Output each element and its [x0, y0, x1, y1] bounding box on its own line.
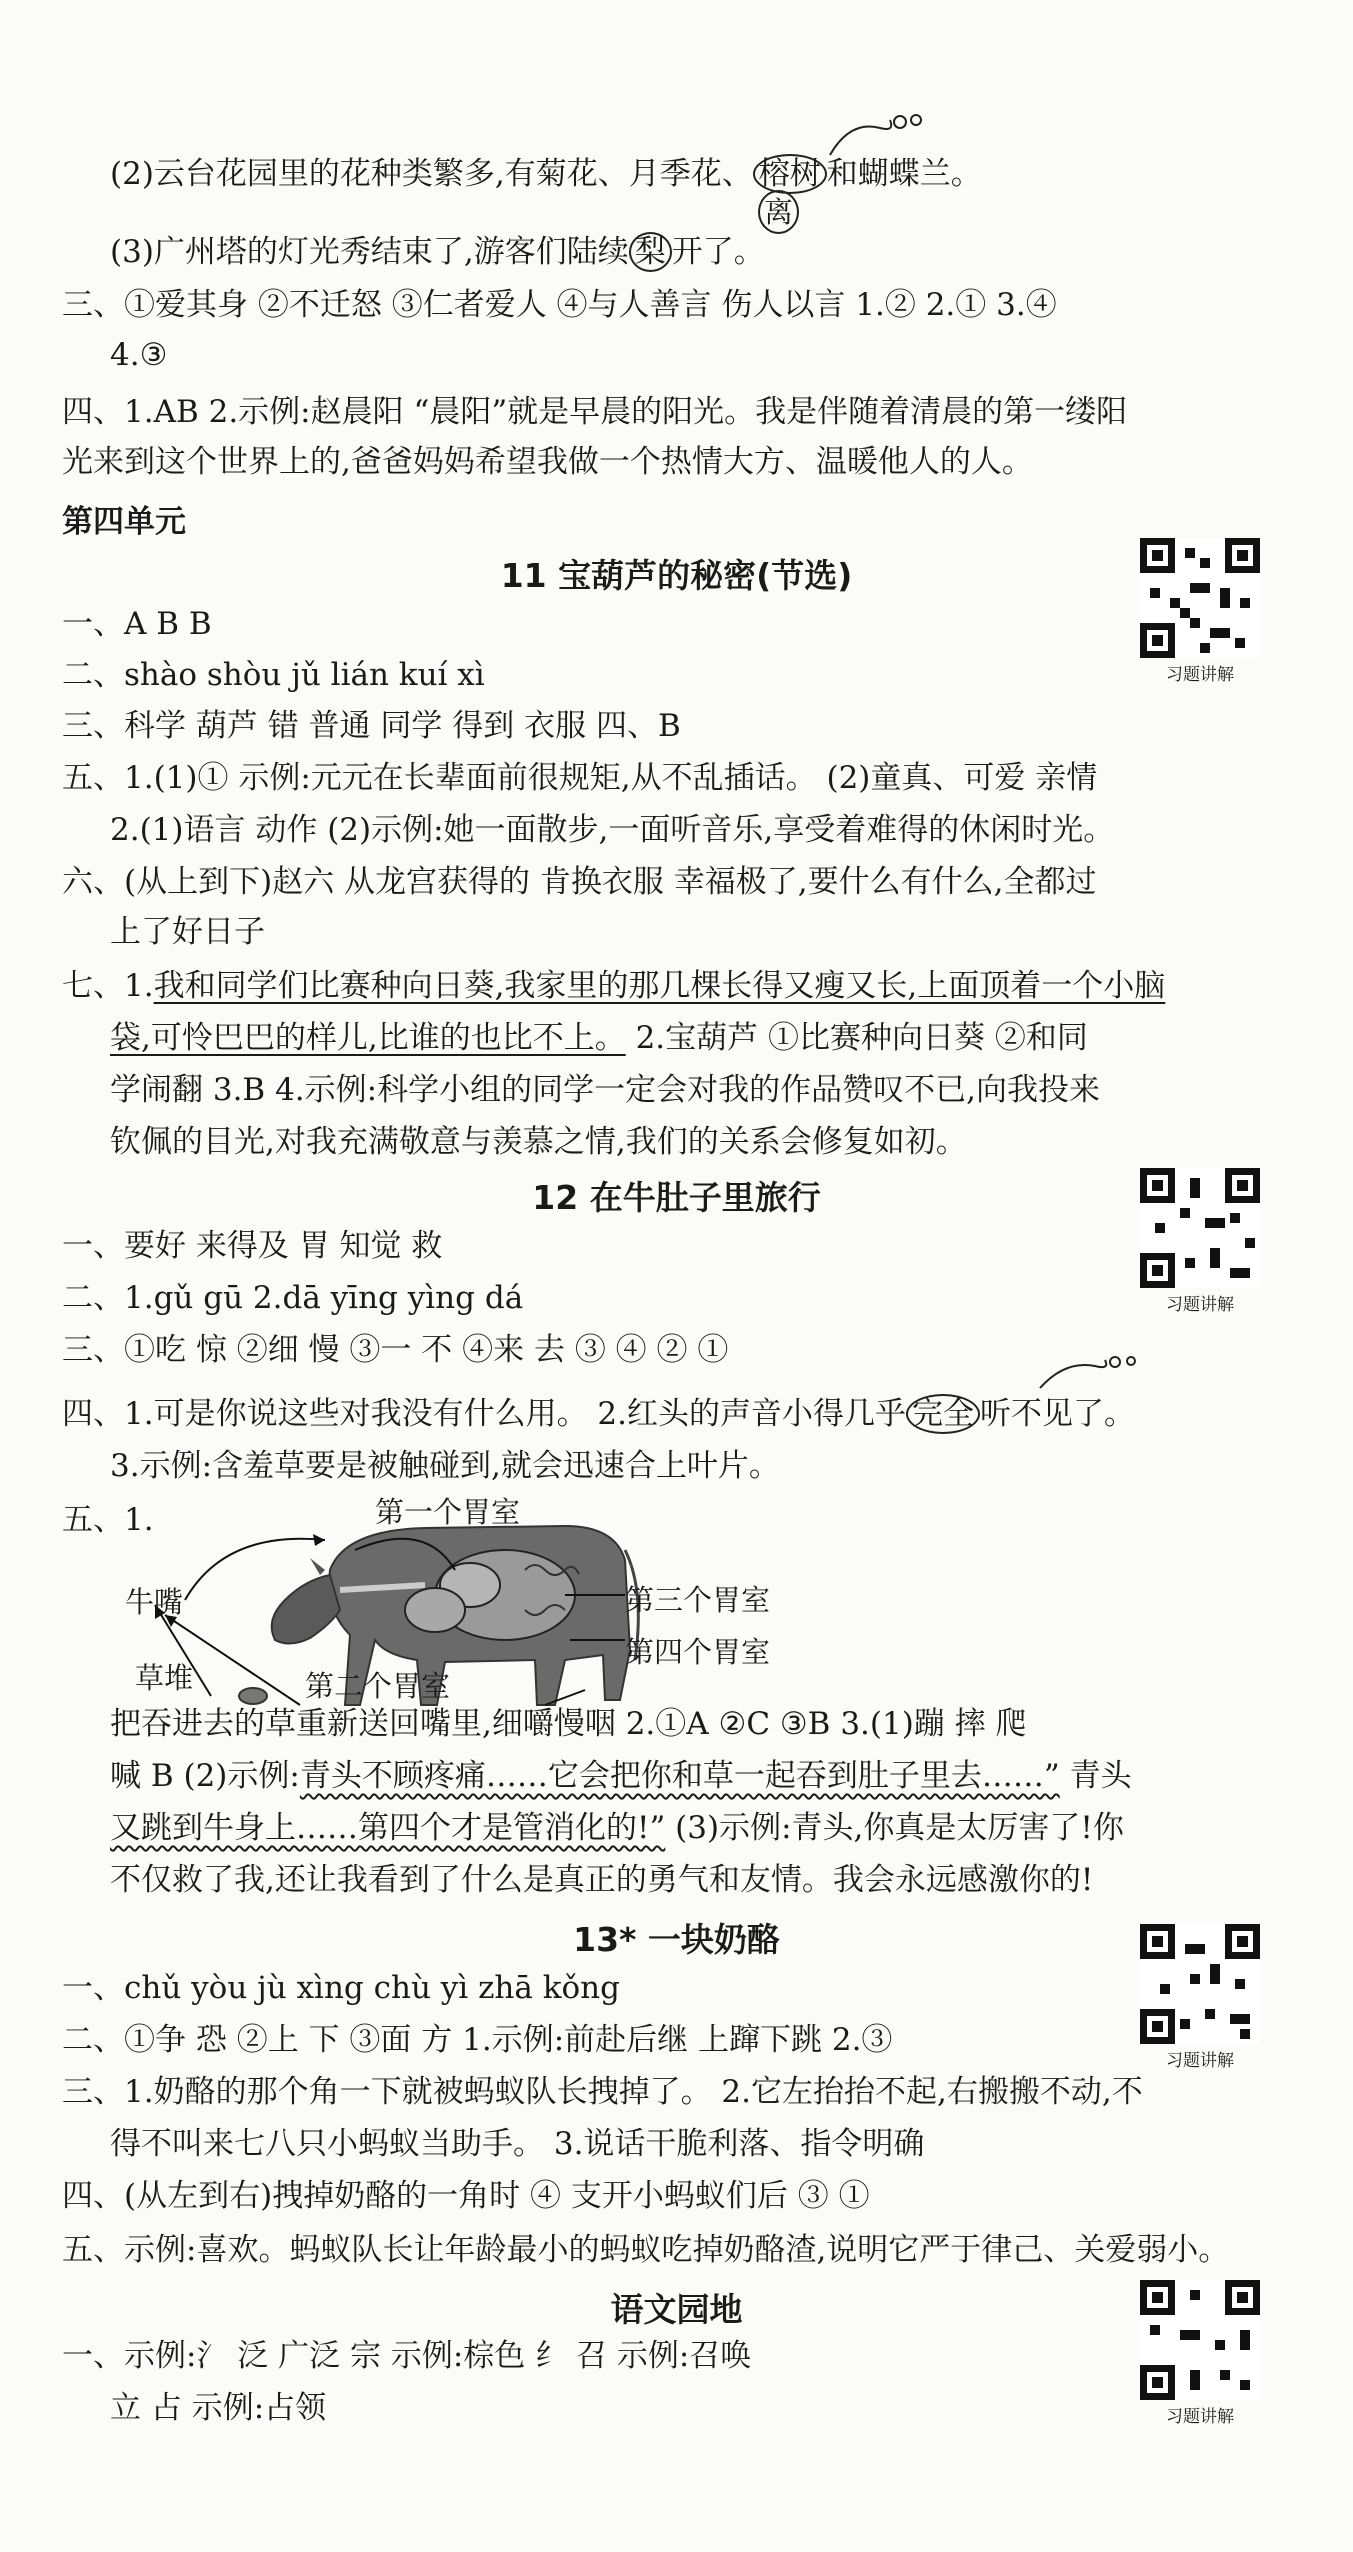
answer-line: 四、1.可是你说这些对我没有什么用。 2.红头的声音小得几乎 完全 听不见了。 [62, 1396, 1136, 1432]
answer-line: 七、1.我和同学们比赛种向日葵,我家里的那几棵长得又瘦又长,上面顶着一个小脑 [62, 968, 1166, 1004]
answer-line: 一、要好 来得及 胃 知觉 救 [62, 1228, 443, 1264]
qr-code[interactable] [1140, 1924, 1260, 2071]
circled-word: 完全 [906, 1394, 980, 1434]
correction-char: 离 [758, 190, 799, 234]
answer-line: 一、chǔ yòu jù xìng chù yì zhā kǒng [62, 1970, 620, 2006]
answer-line: 三、1.奶酪的那个角一下就被蚂蚁队长拽掉了。 2.它左抬抬不起,右搬搬不动,不 [62, 2074, 1143, 2110]
qr-code-icon [1140, 2280, 1260, 2400]
label-stomach-1: 第一个胃室 [375, 1495, 521, 1529]
answer-line: 一、示例:氵 泛 广泛 宗 示例:棕色 纟 召 示例:召唤 [62, 2338, 752, 2374]
answer-line: 钦佩的目光,对我充满敬意与羡慕之情,我们的关系会修复如初。 [110, 1124, 967, 1160]
answer-line: 光来到这个世界上的,爸爸妈妈希望我做一个热情大方、温暖他人的人。 [62, 444, 1033, 480]
answer-line: 3.示例:含羞草要是被触碰到,就会迅速合上叶片。 [110, 1448, 780, 1484]
answer-line: 上了好日子 [110, 914, 265, 950]
label-stomach-3: 第三个胃室 [625, 1583, 771, 1617]
correction-mark-icon [1035, 1352, 1145, 1392]
lesson-title: 13* 一块奶酪 [573, 1920, 780, 1959]
section-title: 语文园地 [610, 2290, 743, 2329]
answer-line: 学闹翻 3.B 4.示例:科学小组的同学一定会对我的作品赞叹不已,向我投来 [110, 1072, 1100, 1108]
answer-line: 六、(从上到下)赵六 从龙宫获得的 肯换衣服 幸福极了,要什么有什么,全都过 [62, 864, 1097, 900]
answer-line: 三、科学 葫芦 错 普通 同学 得到 衣服 四、B [62, 708, 681, 744]
label-mouth: 牛嘴 [125, 1585, 184, 1619]
label-hay: 草堆 [135, 1661, 194, 1695]
qr-caption: 习题讲解 [1166, 2051, 1234, 2071]
answer-line: 五、1. [62, 1502, 154, 1538]
unit-title: 第四单元 [62, 504, 186, 540]
correction-mark-icon [820, 110, 930, 160]
answer-line: 又跳到牛身上……第四个才是管消化的!” (3)示例:青头,你真是太厉害了!你 [110, 1810, 1124, 1846]
answer-line: 4.③ [110, 337, 168, 373]
qr-code[interactable] [1140, 1168, 1260, 1315]
qr-code-icon [1140, 1924, 1260, 2044]
qr-caption: 习题讲解 [1166, 2407, 1234, 2427]
answer-line: 二、shào shòu jǔ lián kuí xì [62, 657, 485, 693]
answer-line: 喊 B (2)示例:青头不顾疼痛……它会把你和草一起吞到肚子里去……” 青头 [110, 1758, 1132, 1794]
answer-line: 袋,可怜巴巴的样儿,比谁的也比不上。 2.宝葫芦 ①比赛种向日葵 ②和同 [110, 1020, 1088, 1056]
answer-line: 五、1.(1)① 示例:元元在长辈面前很规矩,从不乱插话。 (2)童真、可爱 亲情 [62, 760, 1098, 796]
qr-code[interactable] [1140, 2280, 1260, 2427]
answer-line: 把吞进去的草重新送回嘴里,细嚼慢咽 2.①A ②C ③B 3.(1)蹦 摔 爬 [110, 1706, 1027, 1742]
answer-line: 四、(从左到右)拽掉奶酪的一角时 ④ 支开小蚂蚁们后 ③ ① [62, 2178, 870, 2214]
answer-line: 三、①吃 惊 ②细 慢 ③一 不 ④来 去 ③ ④ ② ① [62, 1332, 729, 1368]
lesson-title: 11 宝葫芦的秘密(节选) [500, 556, 853, 595]
qr-caption: 习题讲解 [1166, 1295, 1234, 1315]
answer-line: 一、A B B [62, 606, 212, 642]
qr-caption: 习题讲解 [1166, 665, 1234, 685]
qr-code[interactable] [1140, 538, 1260, 685]
answer-line: (2)云台花园里的花种类繁多,有菊花、月季花、 榕树 和蝴蝶兰。 [110, 156, 982, 192]
answer-line: 2.(1)语言 动作 (2)示例:她一面散步,一面听音乐,享受着难得的休闲时光。 [110, 812, 1115, 848]
circled-word: 榕树 [753, 154, 827, 194]
answer-line: (3)广州塔的灯光秀结束了,游客们陆续 梨 开了。 [110, 234, 765, 270]
lesson-title: 12 在牛肚子里旅行 [532, 1178, 821, 1217]
answer-line: 不仅救了我,还让我看到了什么是真正的勇气和友情。我会永远感激你的! [110, 1862, 1094, 1898]
answer-line: 四、1.AB 2.示例:赵晨阳 “晨阳”就是早晨的阳光。我是伴随着清晨的第一缕阳 [62, 394, 1128, 430]
label-stomach-4: 第四个胃室 [625, 1635, 771, 1669]
circled-word: 梨 [629, 232, 672, 272]
answer-line: 五、示例:喜欢。蚂蚁队长让年龄最小的蚂蚁吃掉奶酪渣,说明它严于律己、关爱弱小。 [62, 2232, 1230, 2268]
qr-code-icon [1140, 538, 1260, 658]
answer-line: 二、①争 恐 ②上 下 ③面 方 1.示例:前赴后继 上蹿下跳 2.③ [62, 2022, 893, 2058]
answer-line: 立 占 示例:占领 [110, 2390, 327, 2426]
qr-code-icon [1140, 1168, 1260, 1288]
answer-line: 二、1.gǔ gū 2.dā yīng yìng dá [62, 1280, 524, 1316]
label-stomach-2: 第二个胃室 [305, 1669, 451, 1703]
answer-line: 三、①爱其身 ②不迁怒 ③仁者爱人 ④与人善言 伤人以言 1.② 2.① 3.④ [62, 287, 1057, 323]
answer-line: 得不叫来七八只小蚂蚁当助手。 3.说话干脆利落、指令明确 [110, 2126, 925, 2162]
cow-figure [125, 1490, 771, 1720]
